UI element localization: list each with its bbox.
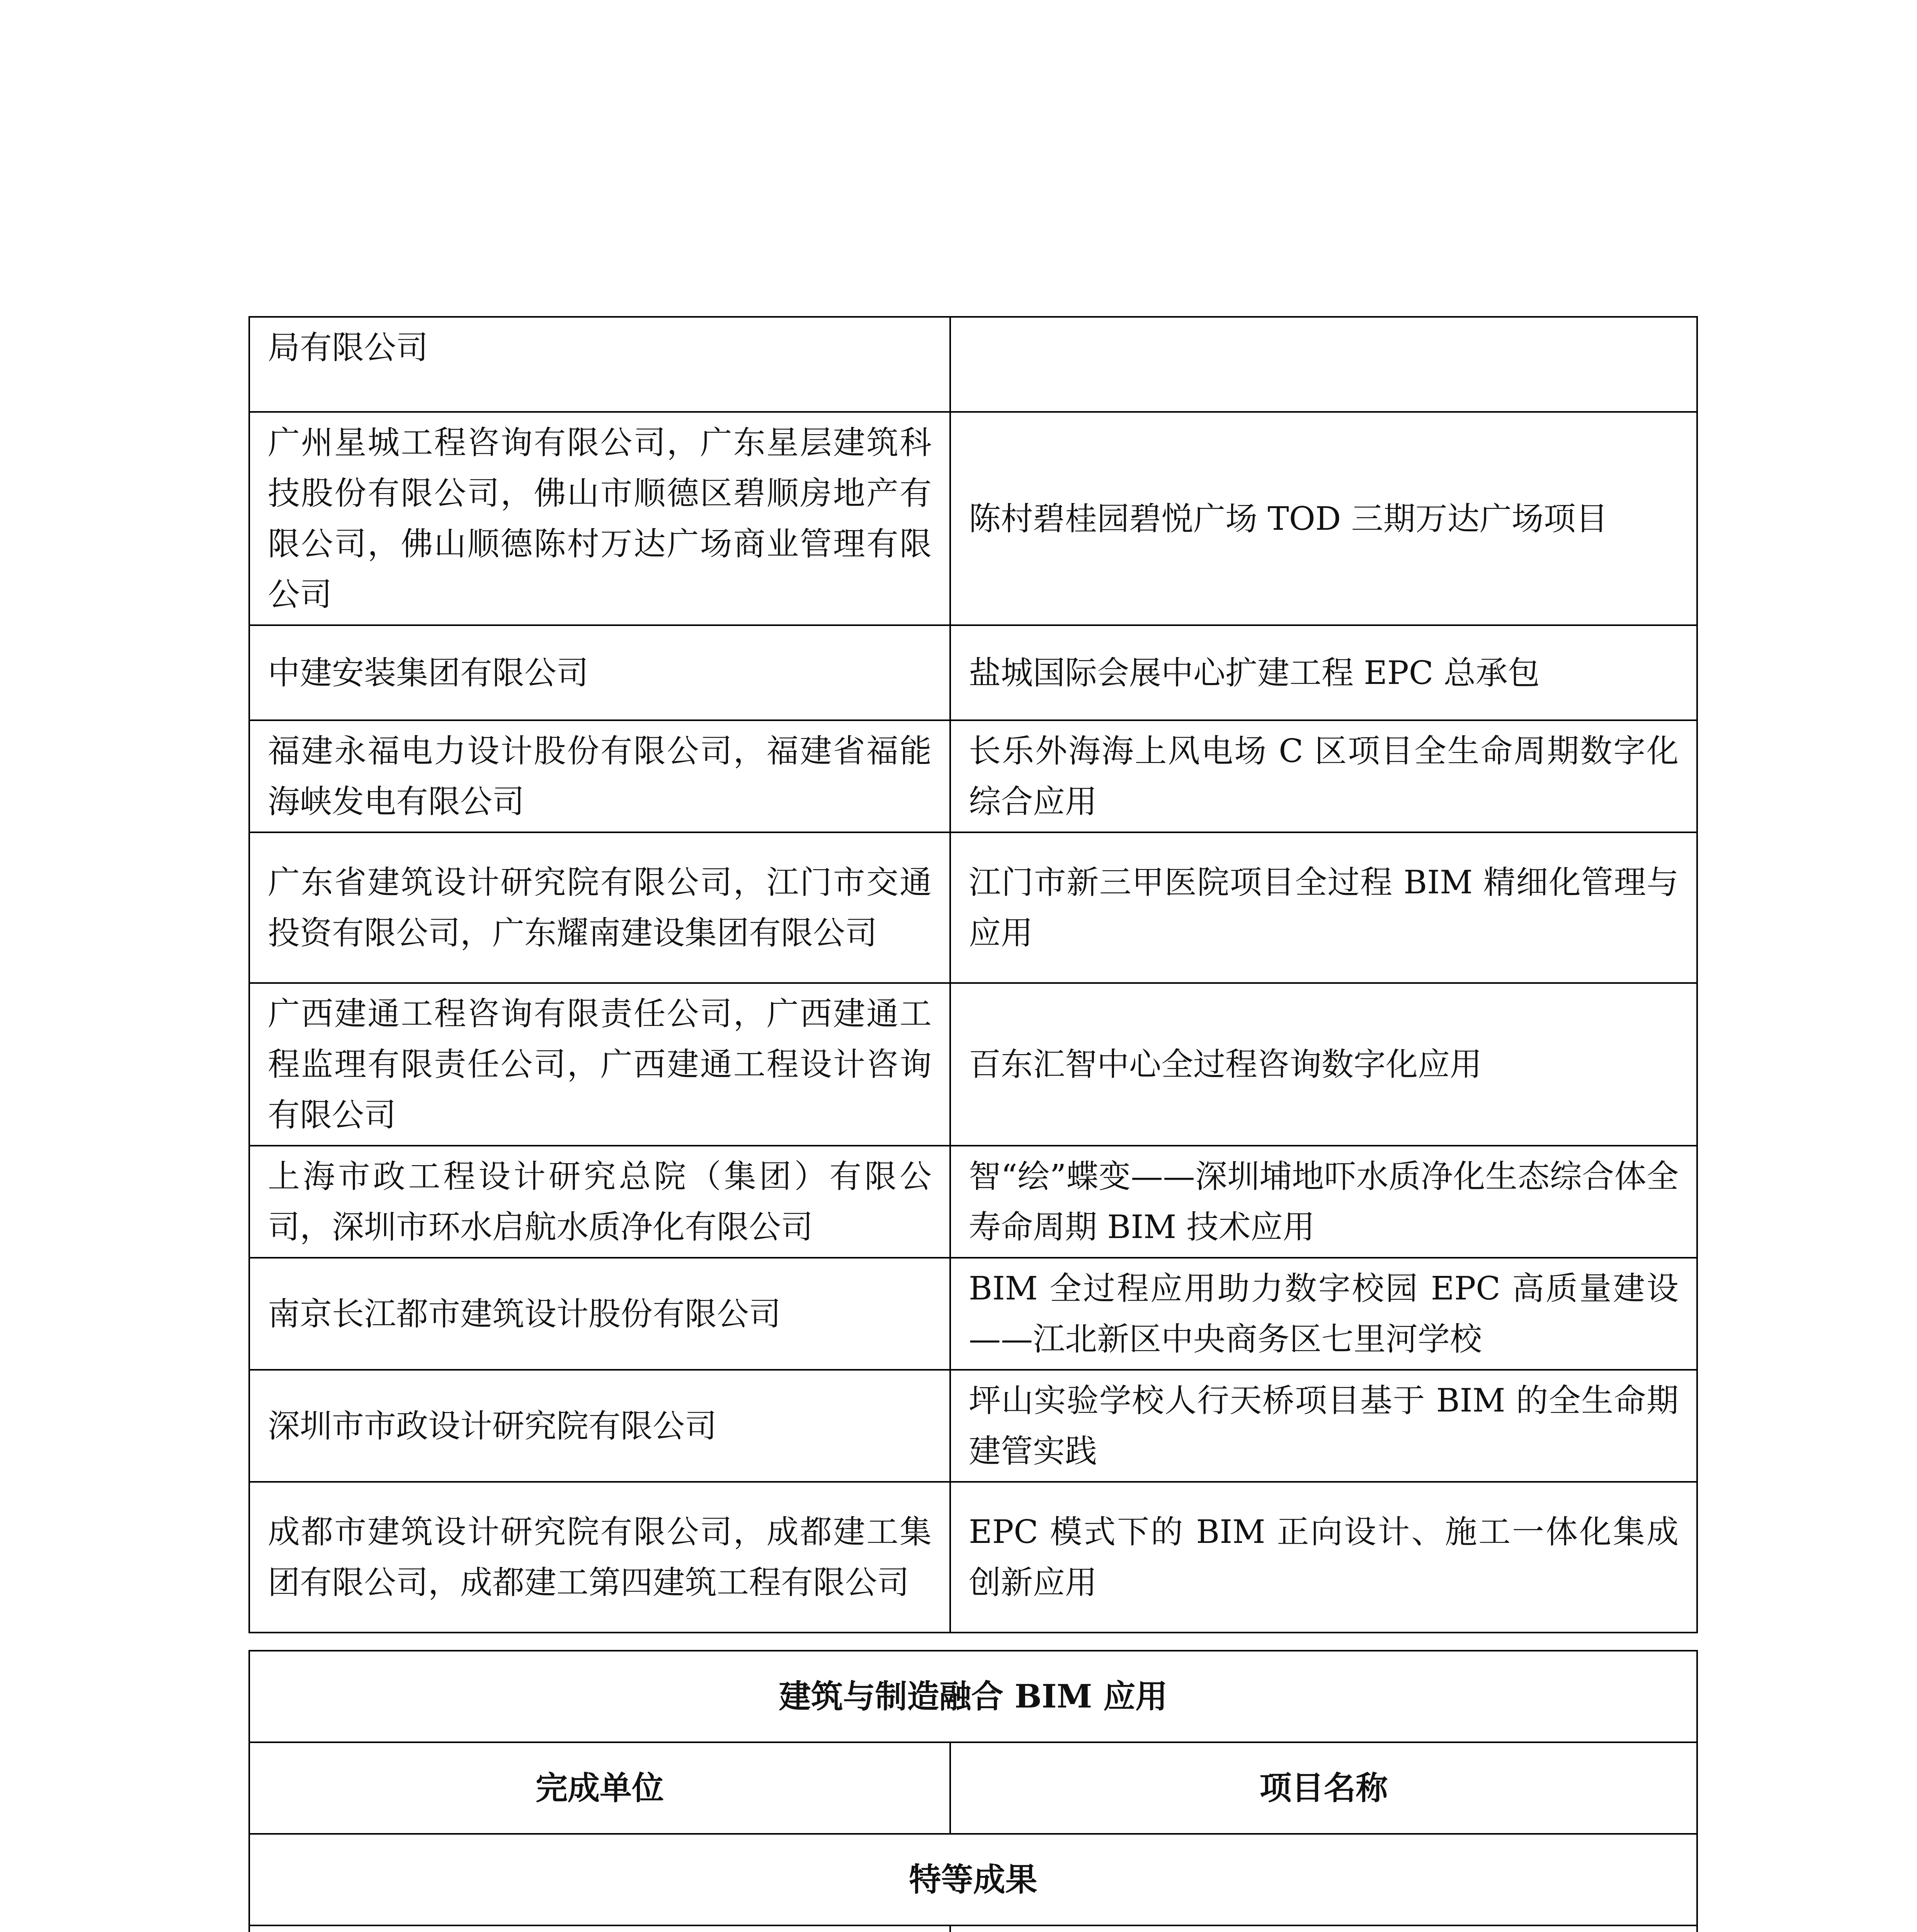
table-row bbox=[249, 720, 1697, 832]
table-row bbox=[249, 1925, 1697, 1932]
column-header-project: 项目名称 bbox=[950, 1742, 1697, 1834]
section-row bbox=[249, 1834, 1697, 1925]
table-row bbox=[249, 625, 1697, 720]
project-cell: EPC 模式下的 BIM 正向设计、施工一体化集成创新应用 bbox=[950, 1482, 1697, 1633]
table-row bbox=[249, 1482, 1697, 1633]
unit-cell: 深圳市市政设计研究院有限公司 bbox=[249, 1370, 950, 1482]
unit-cell: 中建安装集团有限公司 bbox=[249, 625, 950, 720]
table-row bbox=[249, 983, 1697, 1146]
column-header-row bbox=[249, 1742, 1697, 1834]
table-title-row bbox=[249, 1651, 1697, 1742]
project-cell: 智“绘”蝶变——深圳埔地吓水质净化生态综合体全寿命周期 BIM 技术应用 bbox=[950, 1146, 1697, 1258]
column-header-unit: 完成单位 bbox=[249, 1742, 950, 1834]
project-cell: BIM 全过程应用助力数字校园 EPC 高质量建设——江北新区中央商务区七里河学校 bbox=[950, 1258, 1697, 1370]
award-table-continued bbox=[248, 316, 1698, 1633]
unit-cell: 广东省建筑设计研究院有限公司，江门市交通投资有限公司，广东耀南建设集团有限公司 bbox=[249, 832, 950, 983]
project-cell: 江门市新三甲医院项目全过程 BIM 精细化管理与应用 bbox=[950, 832, 1697, 983]
table-row bbox=[249, 832, 1697, 983]
unit-cell: 福建永福电力设计股份有限公司，福建省福能海峡发电有限公司 bbox=[249, 720, 950, 832]
project-cell bbox=[950, 317, 1697, 412]
table-row bbox=[249, 1370, 1697, 1482]
award-table-building-manufacturing bbox=[248, 1650, 1698, 1932]
unit-cell: 成都市建筑设计研究院有限公司，成都建工集团有限公司，成都建工第四建筑工程有限公司 bbox=[249, 1482, 950, 1633]
table-row bbox=[249, 317, 1697, 412]
unit-cell: 广西建通工程咨询有限责任公司，广西建通工程监理有限责任公司，广西建通工程设计咨询有限公司 bbox=[249, 983, 950, 1146]
table-row bbox=[249, 1146, 1697, 1258]
project-cell: 陈村碧桂园碧悦广场 TOD 三期万达广场项目 bbox=[950, 412, 1697, 625]
unit-cell: 广州星城工程咨询有限公司，广东星层建筑科技股份有限公司，佛山市顺德区碧顺房地产有限公司，佛山顺德陈村万达广场商业管理有限公司 bbox=[249, 412, 950, 625]
project-cell bbox=[950, 1925, 1697, 1932]
project-cell: 百东汇智中心全过程咨询数字化应用 bbox=[950, 983, 1697, 1146]
project-cell: 长乐外海海上风电场 C 区项目全生命周期数字化综合应用 bbox=[950, 720, 1697, 832]
unit-cell: 局有限公司 bbox=[249, 317, 950, 412]
table-title: 建筑与制造融合 BIM 应用 bbox=[249, 1651, 1697, 1742]
project-cell: 盐城国际会展中心扩建工程 EPC 总承包 bbox=[950, 625, 1697, 720]
unit-cell: 上海市政工程设计研究总院（集团）有限公司，深圳市环水启航水质净化有限公司 bbox=[249, 1146, 950, 1258]
unit-cell bbox=[249, 1925, 950, 1932]
table-row bbox=[249, 412, 1697, 625]
unit-cell: 南京长江都市建筑设计股份有限公司 bbox=[249, 1258, 950, 1370]
project-cell: 坪山实验学校人行天桥项目基于 BIM 的全生命期建管实践 bbox=[950, 1370, 1697, 1482]
table-row bbox=[249, 1258, 1697, 1370]
section-heading-special: 特等成果 bbox=[249, 1834, 1697, 1925]
